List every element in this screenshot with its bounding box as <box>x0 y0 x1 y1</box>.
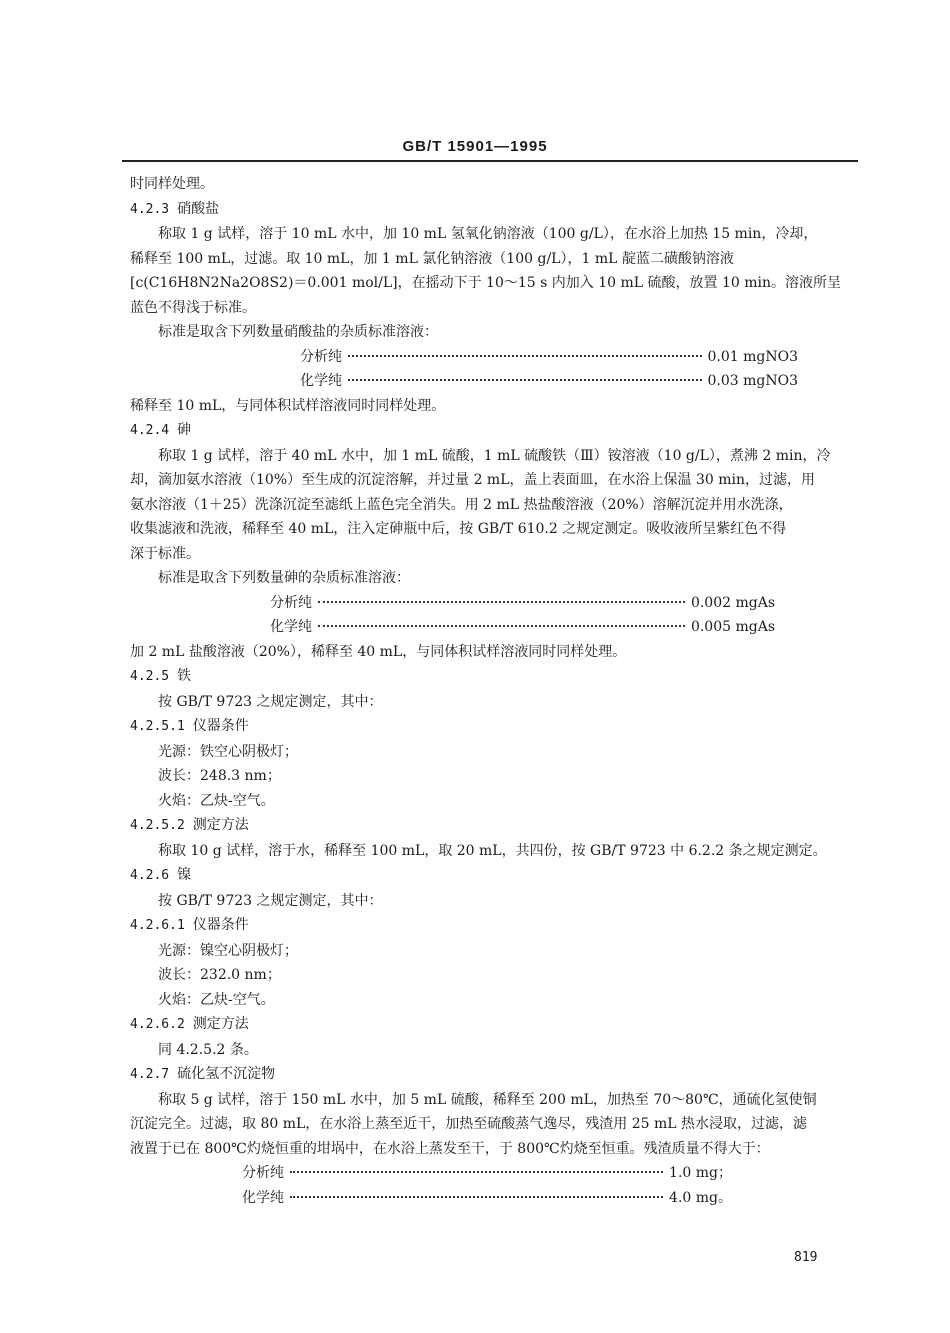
grade-label: 化学纯 <box>300 373 342 389</box>
standard-entry <box>130 1161 732 1186</box>
text-line: 标准是取含下列数量硝酸盐的杂质标准溶液： <box>158 324 438 340</box>
standard-entry <box>130 369 798 394</box>
page-number: 819 <box>794 1250 818 1265</box>
grade-value: 1.0 mg； <box>669 1165 732 1181</box>
text-line: 稀释至 10 mL，与同体积试样溶液同时同样处理。 <box>130 397 446 414</box>
text-line: 火焰：乙炔-空气。 <box>158 792 275 809</box>
text-line: 按 GB/T 9723 之规定测定，其中： <box>158 693 383 710</box>
text-line: 称取 1 g 试样，溶于 40 mL 水中，加 1 mL 硫酸，1 mL 硫酸铁（Ⅲ）铵溶液（10 g/L），煮沸 2 min，冷 <box>158 447 831 464</box>
text-line: 蓝色不得浅于标准。 <box>130 299 256 316</box>
text-line: 波长：248.3 nm； <box>158 768 281 784</box>
text-line: 氨水溶液（1＋25）洗涤沉淀至滤纸上蓝色完全消失。用 2 mL 热盐酸溶液（20%）溶解沉淀并用水洗涤， <box>130 496 793 513</box>
text-line: 火焰：乙炔-空气。 <box>158 991 275 1008</box>
text-line: 称取 1 g 试样，溶于 10 mL 水中，加 10 mL 氢氧化钠溶液（100 g/L），在水浴上加热 15 min，冷却， <box>158 226 818 242</box>
grade-value: 0.03 mgNO3 <box>707 373 798 389</box>
leader-dots <box>318 601 685 603</box>
text-line: 按 GB/T 9723 之规定测定，其中： <box>158 892 383 909</box>
standard-entry <box>130 615 775 640</box>
text-line: 光源：镍空心阴极灯； <box>158 942 298 959</box>
section-title: 砷 <box>177 422 192 438</box>
section-number: 4.2.5.1 <box>130 719 185 734</box>
section-title: 硝酸盐 <box>177 200 220 217</box>
section-number: 4.2.6.2 <box>130 1017 185 1032</box>
grade-label: 化学纯 <box>270 619 312 635</box>
section-number: 4.2.7 <box>130 1067 170 1082</box>
text-line: [c(C16H8N2Na2O8S2)＝0.001 mol/L]，在摇动下于 10～15 s 内加入 10 mL 硫酸，放置 10 min。溶液所呈 <box>130 275 841 291</box>
section-heading-4-2-6 <box>130 863 858 889</box>
text-line: 沉淀完全。过滤，取 80 mL，在水浴上蒸至近干，加热至硫酸蒸气逸尽，残渣用 25 mL 热水浸取，过滤，滤 <box>130 1116 808 1132</box>
text-line: 深于标准。 <box>130 545 200 562</box>
section-number: 4.2.6 <box>130 868 170 883</box>
leader-dots <box>318 625 685 627</box>
text-line: 液置于已在 800℃灼烧恒重的坩埚中，在水浴上蒸发至干，于 800℃灼烧至恒重。残渣质量不得大于： <box>130 1140 770 1157</box>
grade-value: 0.005 mgAs <box>690 619 775 635</box>
text-line: 时同样处理。 <box>130 176 214 192</box>
section-title: 铁 <box>177 668 192 684</box>
grade-label: 分析纯 <box>270 594 312 611</box>
standard-code-header: GB/T 15901—1995 <box>402 138 548 155</box>
text-line: 光源：铁空心阴极灯； <box>158 743 298 760</box>
standard-entry <box>130 1186 732 1211</box>
section-title: 测定方法 <box>192 817 249 833</box>
section-number: 4.2.5.2 <box>130 818 185 833</box>
section-title: 硫化氢不沉淀物 <box>177 1066 276 1082</box>
section-number: 4.2.6.1 <box>130 918 185 933</box>
leader-dots <box>348 355 702 357</box>
section-heading-4-2-5-1 <box>130 714 858 740</box>
section-title: 仪器条件 <box>192 917 249 933</box>
grade-value: 0.002 mgAs <box>690 594 775 611</box>
text-line: 稀释至 100 mL，过滤。取 10 mL，加 1 mL 氯化钠溶液（100 g/L），1 mL 靛蓝二磺酸钠溶液 <box>130 250 734 267</box>
grade-label: 化学纯 <box>242 1189 284 1206</box>
grade-value: 4.0 mg。 <box>669 1189 732 1206</box>
grade-label: 分析纯 <box>300 348 342 365</box>
text-line: 却，滴加氨水溶液（10%）至生成的沉淀溶解，并过量 2 mL，盖上表面皿，在水浴上保温 30 min，过滤，用 <box>130 472 815 488</box>
section-title: 测定方法 <box>192 1016 249 1032</box>
grade-label: 分析纯 <box>242 1165 284 1181</box>
section-number: 4.2.5 <box>130 669 170 684</box>
leader-dots <box>290 1171 663 1173</box>
section-heading-4-2-4 <box>130 418 858 444</box>
header-rule <box>122 160 858 162</box>
section-title: 仪器条件 <box>192 718 249 734</box>
section-number: 4.2.4 <box>130 423 170 438</box>
leader-dots <box>290 1196 663 1198</box>
section-heading-4-2-6-1 <box>130 913 858 939</box>
section-heading-4-2-5-2 <box>130 813 858 839</box>
text-line: 收集滤液和洗液，稀释至 40 mL，注入定砷瓶中后，按 GB/T 610.2 之规定测定。吸收液所呈紫红色不得 <box>130 521 787 537</box>
text-line: 加 2 mL 盐酸溶液（20%），稀释至 40 mL，与同体积试样溶液同时同样处理。 <box>130 643 627 660</box>
page-body <box>130 172 858 1210</box>
text-line: 称取 10 g 试样，溶于水，稀释至 100 mL，取 20 mL，共四份，按 GB/T 9723 中 6.2.2 条之规定测定。 <box>158 842 827 859</box>
section-number: 4.2.3 <box>130 201 170 217</box>
text-line: 称取 5 g 试样，溶于 150 mL 水中，加 5 mL 硫酸，稀释至 200 mL，加热至 70～80℃，通硫化氢使铜 <box>158 1091 817 1108</box>
standard-entry <box>130 591 775 616</box>
leader-dots <box>348 379 702 381</box>
section-heading-4-2-6-2 <box>130 1012 858 1038</box>
grade-value: 0.01 mgNO3 <box>707 348 798 365</box>
section-heading-4-2-3 <box>130 197 858 223</box>
standard-entry <box>130 345 798 370</box>
text-line: 波长：232.0 nm； <box>158 967 281 983</box>
section-heading-4-2-5 <box>130 664 858 690</box>
text-line: 标准是取含下列数量砷的杂质标准溶液： <box>158 570 410 586</box>
section-title: 镍 <box>177 867 192 883</box>
section-heading-4-2-7 <box>130 1062 858 1088</box>
text-line: 同 4.2.5.2 条。 <box>158 1041 258 1058</box>
